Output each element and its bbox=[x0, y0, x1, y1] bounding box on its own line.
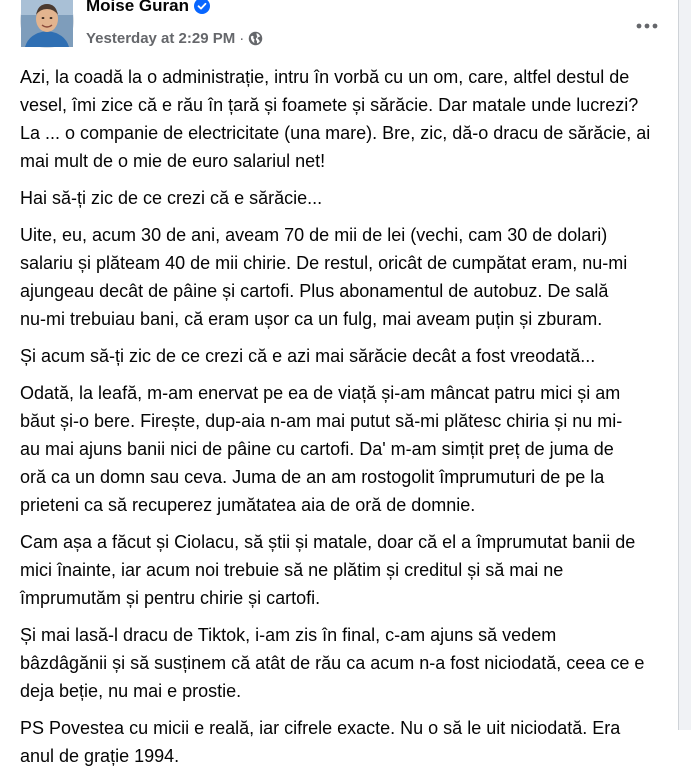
text-line: salariu și plăteam 40 de mii chirie. De restul, oricât de cumpătat eram, nu-mi bbox=[20, 253, 628, 273]
text-line: vesel, îmi zice că e rău în țară și foamete și sărăcie. Dar matale unde lucrezi? bbox=[20, 95, 639, 115]
text-line: băut și-o bere. Firește, dup-aia n-am mai putut să-mi plătesc chiria și nu mi- bbox=[20, 411, 623, 431]
post-options-button[interactable] bbox=[629, 8, 665, 44]
text-line: deja beție, nu mai e prostie. bbox=[20, 681, 242, 701]
text-line: împrumutăm și pentru chirie și cartofi. bbox=[20, 588, 321, 608]
text-line: ajungeau decât de pâine și cartofi. Plus abonamentul de autobuz. De sală bbox=[20, 281, 609, 301]
paragraph-1 bbox=[20, 63, 672, 175]
text-line: Și acum să-ți zic de ce crezi că e azi mai sărăcie decât a fost vreodată... bbox=[20, 346, 596, 366]
paragraph-4 bbox=[20, 342, 672, 370]
text-line: La ... o companie de electricitate (una mare). Bre, zic, dă-o dracu de sărăcie, ai bbox=[20, 123, 651, 143]
text-line: PS Povestea cu micii e reală, iar cifrele exacte. Nu o să le uit niciodată. Era bbox=[20, 718, 621, 738]
post-header bbox=[0, 0, 678, 56]
text-line: oră ca un domn sau ceva. Juma de an am rostogolit împrumuturi de pe la bbox=[20, 467, 605, 487]
page-background-strip bbox=[679, 0, 691, 730]
paragraph-8 bbox=[20, 714, 672, 770]
text-line: Și mai lasă-l dracu de Tiktok, i-am zis în final, c-am ajuns să vedem bbox=[20, 625, 557, 645]
author-avatar[interactable] bbox=[20, 0, 74, 48]
globe-icon[interactable] bbox=[248, 31, 263, 46]
text-line: Odată, la leafă, m-am enervat pe ea de viață și-am mâncat patru mici și am bbox=[20, 383, 621, 403]
post-body bbox=[20, 63, 672, 779]
text-line: mai mult de o mie de euro salariul net! bbox=[20, 151, 326, 171]
more-horizontal-icon bbox=[636, 23, 658, 29]
text-line: prieteni ca să recuperez jumătatea aia de oră de domnie. bbox=[20, 495, 476, 515]
text-line: mici înainte, iar acum noi trebuie să ne plătim și creditul și să mai ne bbox=[20, 560, 564, 580]
text-line: nu-mi trebuiau bani, că eram ușor ca un fulg, mai aveam puțin și zburam. bbox=[20, 309, 603, 329]
paragraph-3 bbox=[20, 221, 672, 333]
text-line: bâzdâgănii și să susținem că atât de rău ca acum n-a fost niciodată, ceea ce e bbox=[20, 653, 645, 673]
author-name[interactable]: Moise Guran bbox=[86, 0, 189, 15]
text-line: anul de grație 1994. bbox=[20, 746, 180, 766]
paragraph-5 bbox=[20, 379, 672, 519]
avatar-image bbox=[21, 0, 73, 47]
text-line: Cam așa a făcut și Ciolacu, să știi și matale, doar că el a împrumutat banii de bbox=[20, 532, 636, 552]
meta-separator: · bbox=[239, 29, 245, 47]
verified-badge-icon bbox=[194, 0, 210, 14]
text-line: Uite, eu, acum 30 de ani, aveam 70 de mii de lei (vechi, cam 30 de dolari) bbox=[20, 225, 608, 245]
author-name-row bbox=[86, 0, 210, 17]
text-line: au mai ajuns banii nici de pâine cu cartofi. Da' m-am simțit preț de juma de bbox=[20, 439, 614, 459]
paragraph-6 bbox=[20, 528, 672, 612]
post-meta bbox=[86, 28, 263, 48]
text-line: Azi, la coadă la o administrație, intru în vorbă cu un om, care, altfel destul de bbox=[20, 67, 630, 87]
paragraph-2 bbox=[20, 184, 672, 212]
paragraph-7 bbox=[20, 621, 672, 705]
text-line: Hai să-ți zic de ce crezi că e sărăcie... bbox=[20, 188, 323, 208]
post-timestamp[interactable]: Yesterday at 2:29 PM bbox=[86, 29, 236, 47]
